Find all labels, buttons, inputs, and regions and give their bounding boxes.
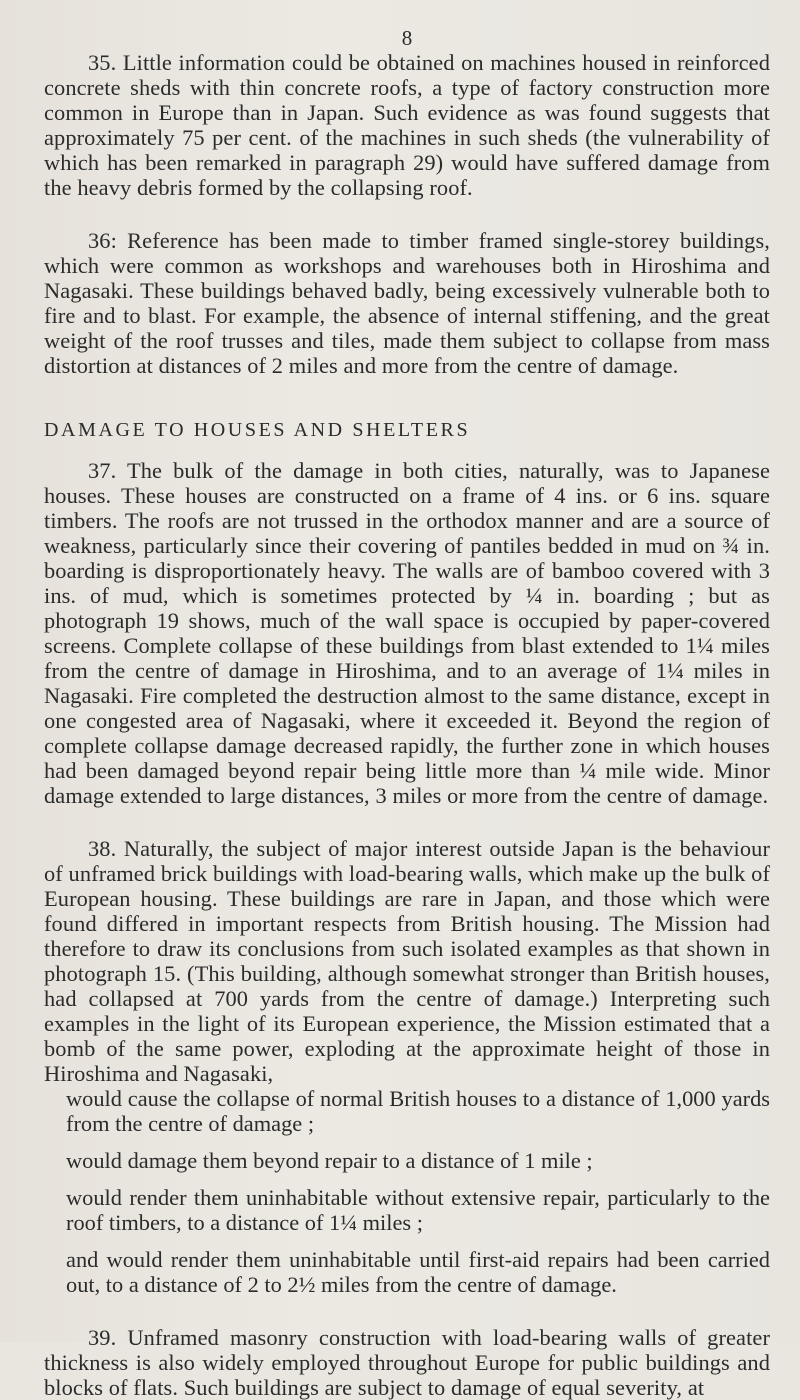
list-item: and would render them uninhabitable until first-aid repairs had been carried out, to a distance of 2 to 2½ miles from the centre of damage. <box>66 1247 770 1297</box>
paragraph-39: 39. Unframed masonry construction with load-bearing walls of greater thickness is also widely employed throughout Europe for public buildings and blocks of flats. Such buildings are subject to damage of equal severity, at <box>44 1325 770 1400</box>
list-item: would cause the collapse of normal British houses to a distance of 1,000 yards from the centre of damage ; <box>66 1086 770 1136</box>
section-heading: DAMAGE TO HOUSES AND SHELTERS <box>44 419 471 441</box>
paragraph-36: 36: Reference has been made to timber framed single-storey buildings, which were common as workshops and warehouses both in Hiroshima and Nagasaki. These buildings behaved badly, being excessively vulnerable both to fire and to blast. For example, the absence of internal stiffening, and the great weight of the roof trusses and tiles, made them subject to collapse from mass distortion at distances of 2 miles and more from the centre of damage. <box>44 228 770 378</box>
paragraph-38: 38. Naturally, the subject of major interest outside Japan is the behaviour of unframed brick buildings with load-bearing walls, which make up the bulk of European housing. These buildings are rare in Japan, and those which were found differed in important respects from British housing. The Mission had therefore to draw its conclusions from such isolated examples as that shown in photograph 15. (This building, although somewhat stronger than British houses, had collapsed at 700 yards from the centre of damage.) Interpreting such examples in the light of its European experience, the Mission estimated that a bomb of the same power, exploding at the approximate height of those in Hiroshima and Nagasaki, <box>44 836 770 1086</box>
paragraph-37: 37. The bulk of the damage in both cities, naturally, was to Japanese houses. These houses are constructed on a frame of 4 ins. or 6 ins. square timbers. The roofs are not trussed in the orthodox manner and are a source of weakness, particularly since their covering of pantiles bedded in mud on ¾ in. boarding is disproportionately heavy. The walls are of bamboo covered with 3 ins. of mud, which is sometimes protected by ¼ in. boarding ; but as photograph 19 shows, much of the wall space is occupied by paper-covered screens. Complete collapse of these buildings from blast extended to 1¼ miles from the centre of damage in Hiroshima, and to an average of 1¼ miles in Nagasaki. Fire completed the destruction almost to the same distance, except in one congested area of Nagasaki, where it exceeded it. Beyond the region of complete collapse damage decreased rapidly, the further zone in which houses had been damaged beyond repair being little more than ¼ mile wide. Minor damage extended to large distances, 3 miles or more from the centre of damage. <box>44 458 770 808</box>
list-item: would damage them beyond repair to a distance of 1 mile ; <box>66 1148 593 1173</box>
list-item: would render them uninhabitable without extensive repair, particularly to the roof timbers, to a distance of 1¼ miles ; <box>66 1185 770 1235</box>
page-number: 8 <box>401 26 413 50</box>
paragraph-35: 35. Little information could be obtained on machines housed in reinforced concrete sheds with thin concrete roofs, a type of factory construction more common in Europe than in Japan. Such evidence as was found suggests that approximately 75 per cent. of the machines in such sheds (the vulnerability of which has been remarked in paragraph 29) would have suffered damage from the heavy debris formed by the collapsing roof. <box>44 50 770 200</box>
paragraph-38-list <box>44 1086 770 1297</box>
